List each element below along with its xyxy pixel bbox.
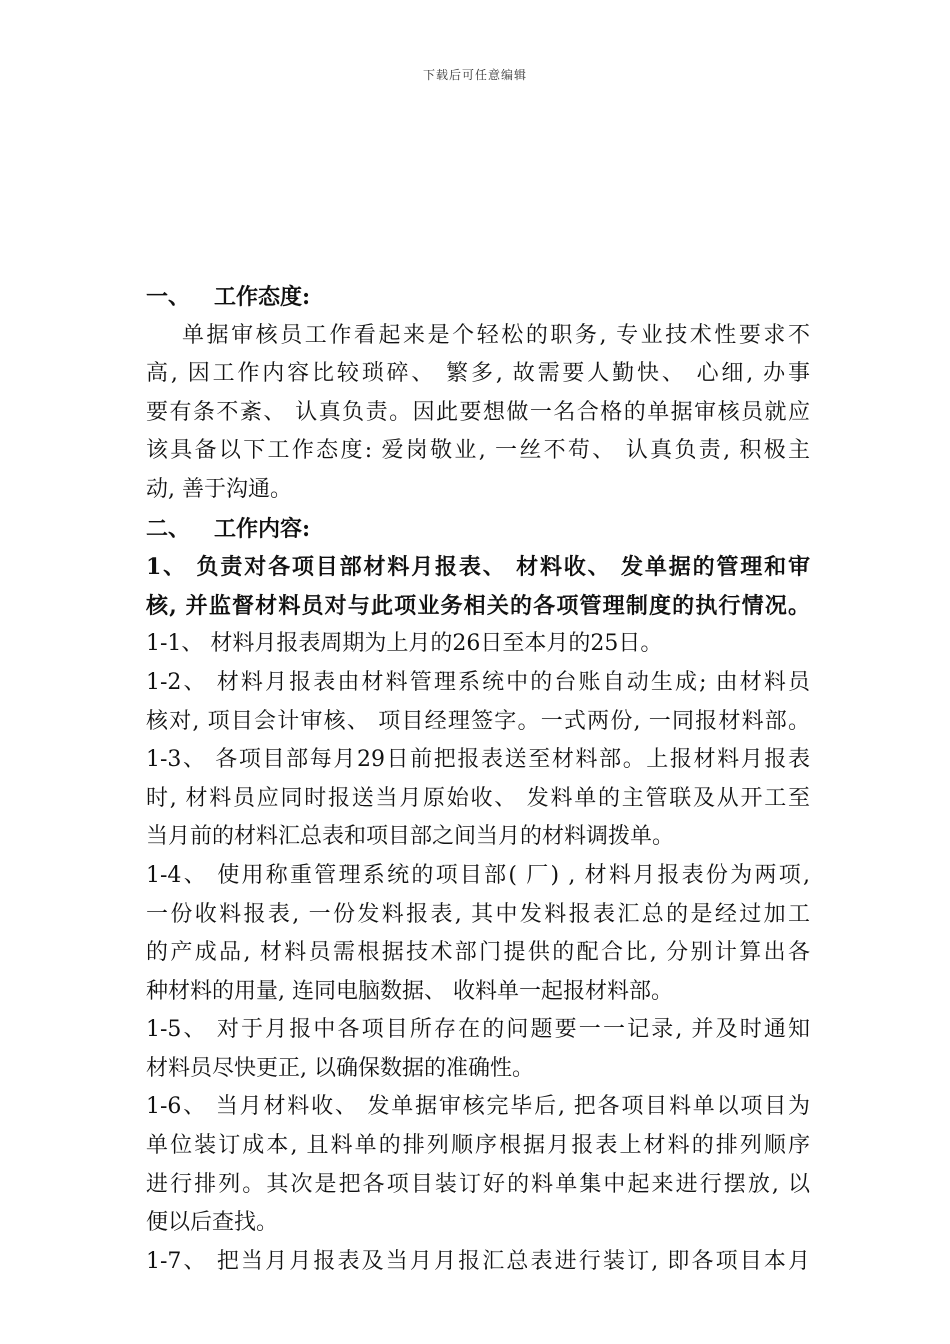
paragraph-line bbox=[146, 857, 810, 896]
line-text: 核, 并监督材料员对与此项业务相关的各项管理制度的执行情况。 bbox=[146, 592, 810, 619]
line-text: 1-4、 使用称重管理系统的项目部( 厂) , 材料月报表份为两项, bbox=[146, 862, 810, 888]
paragraph-line bbox=[146, 625, 810, 664]
paragraph-line bbox=[146, 973, 810, 1012]
header-note: 下载后可任意编辑 bbox=[422, 68, 527, 82]
line-text: 一份收料报表, 一份发料报表, 其中发料报表汇总的是经过加工 bbox=[146, 901, 810, 927]
line-text: 的产成品, 材料员需根据技术部门提供的配合比, 分别计算出各 bbox=[146, 940, 810, 966]
section-heading bbox=[146, 278, 810, 317]
paragraph-line bbox=[146, 1050, 810, 1089]
line-text: 材料员尽快更正, 以确保数据的准确性。 bbox=[146, 1055, 534, 1081]
line-text: 核对, 项目会计审核、 项目经理签字。一式两份, 一同报材料部。 bbox=[146, 708, 810, 734]
line-text: 便以后查找。 bbox=[146, 1210, 279, 1236]
paragraph-line bbox=[146, 664, 810, 703]
line-text: 当月前的材料汇总表和项目部之间当月的材料调拨单。 bbox=[146, 824, 675, 850]
paragraph-line bbox=[146, 896, 810, 935]
line-text: 1-2、 材料月报表由材料管理系统中的台账自动生成; 由材料员 bbox=[146, 669, 810, 695]
line-text: 1-1、 材料月报表周期为上月的26日至本月的25日。 bbox=[146, 631, 663, 657]
line-text: 1、 负责对各项目部材料月报表、 材料收、 发单据的管理和审 bbox=[146, 554, 810, 581]
line-text: 单位装订成本, 且料单的排列顺序根据月报表上材料的排列顺序 bbox=[146, 1133, 810, 1159]
paragraph-line bbox=[146, 818, 810, 857]
paragraph-line bbox=[146, 587, 810, 626]
line-text: 1-6、 当月材料收、 发单据审核完毕后, 把各项目料单以项目为 bbox=[146, 1094, 810, 1120]
paragraph-line bbox=[146, 548, 810, 587]
line-text: 该具备以下工作态度: 爱岗敬业, 一丝不苟、 认真负责, 积极主 bbox=[146, 438, 810, 464]
line-text: 时, 材料员应同时报送当月原始收、 发料单的主管联及从开工至 bbox=[146, 785, 810, 811]
paragraph-line bbox=[146, 1243, 810, 1282]
document-body bbox=[146, 278, 810, 1281]
line-text: 进行排列。其次是把各项目装订好的料单集中起来进行摆放, 以 bbox=[146, 1171, 810, 1197]
paragraph-line bbox=[146, 1166, 810, 1205]
paragraph-line bbox=[146, 317, 810, 356]
line-text: 种材料的用量, 连同电脑数据、 收料单一起报材料部。 bbox=[146, 978, 673, 1004]
line-text: 单据审核员工作看起来是个轻松的职务, 专业技术性要求不 bbox=[182, 322, 810, 348]
line-text: 要有条不紊、 认真负责。因此要想做一名合格的单据审核员就应 bbox=[146, 399, 810, 425]
paragraph-line bbox=[146, 1127, 810, 1166]
section-number: 一、 bbox=[146, 284, 191, 310]
paragraph-line bbox=[146, 1204, 810, 1243]
paragraph-line bbox=[146, 780, 810, 819]
paragraph-line bbox=[146, 1011, 810, 1050]
line-text: 动, 善于沟通。 bbox=[146, 476, 292, 502]
paragraph-line bbox=[146, 1088, 810, 1127]
paragraph-line bbox=[146, 394, 810, 433]
line-text: 1-5、 对于月报中各项目所存在的问题要一一记录, 并及时通知 bbox=[146, 1017, 810, 1043]
section-number: 二、 bbox=[146, 515, 191, 542]
paragraph-line bbox=[146, 355, 810, 394]
paragraph-line bbox=[146, 934, 810, 973]
section-heading bbox=[146, 510, 810, 549]
paragraph-line bbox=[146, 741, 810, 780]
paragraph-line bbox=[146, 432, 810, 471]
line-text: 工作态度: bbox=[214, 284, 311, 310]
paragraph-line bbox=[146, 471, 810, 510]
line-text: 高, 因工作内容比较琐碎、 繁多, 故需要人勤快、 心细, 办事 bbox=[146, 361, 810, 387]
line-text: 1-3、 各项目部每月29日前把报表送至材料部。上报材料月报表 bbox=[146, 747, 810, 773]
paragraph-line bbox=[146, 703, 810, 742]
line-text: 1-7、 把当月月报表及当月月报汇总表进行装订, 即各项目本月 bbox=[146, 1248, 810, 1274]
line-text: 工作内容: bbox=[214, 515, 311, 542]
